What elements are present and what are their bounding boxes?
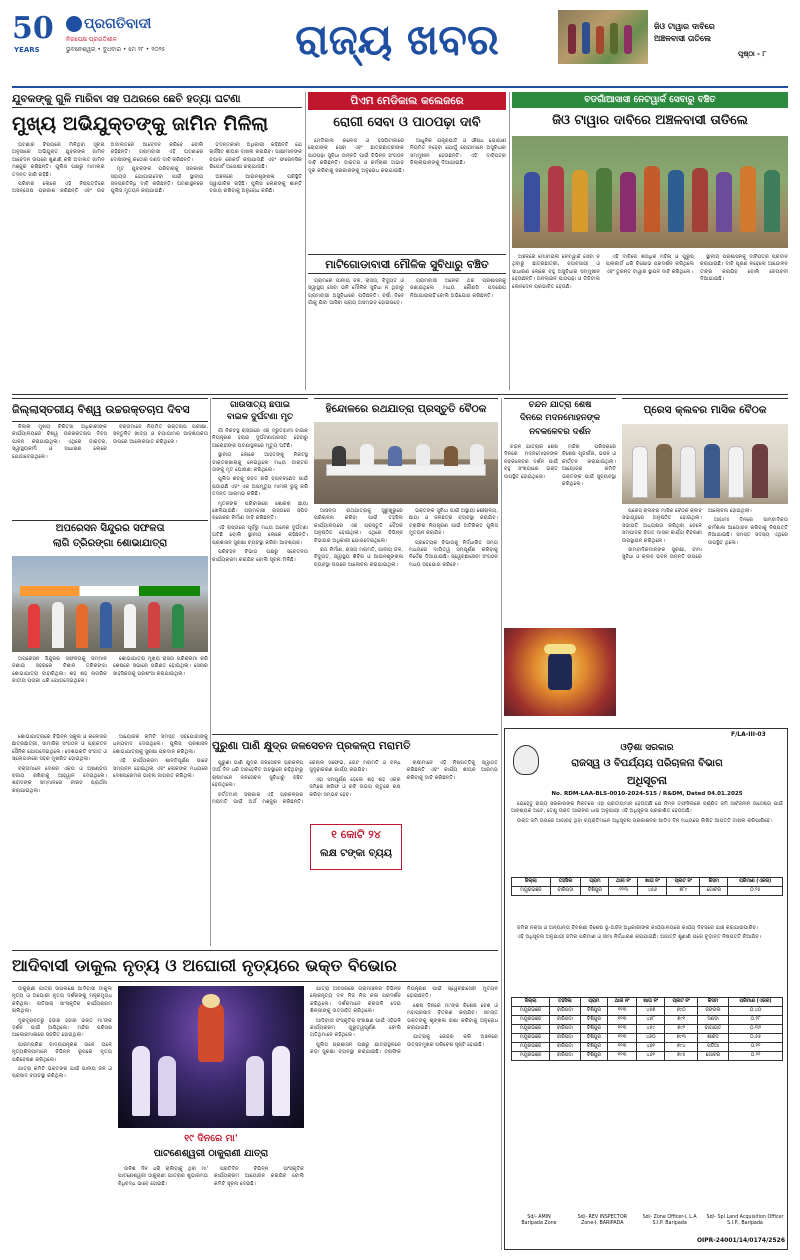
table-row: ମୟୂରଭଞ୍ଜ ବାରିପଦା ବିଶିପୁର ୧୨୩ ୪୫୮ ୭୯୧ ଦଣ୍ଡା ୦.୧୮ [512,1016,783,1025]
table-row: ମୟୂରଭଞ୍ଜ ବାରିପଦା ବିଶିପୁର ୧୨୩ ୪୫୯ ୭୯୨ ବାଗାୟତ ୦.୩୨ [512,1025,783,1034]
irrigation-callout-line-1: ୧ କୋଟି ୨୪ [331,828,381,841]
anniversary-number: 50 [12,11,54,46]
paper-logo-icon [66,16,82,32]
table-header: ଖାତା ନଂ [638,878,667,887]
dance-body-right: ଯାତ୍ରା ଅବସରରେ ଗ୍ରାମାଞ୍ଚଳର ବିଭିନ୍ନ ଲୋକନୃତ୍ୟ ଦଳ ନିଜ ନିଜ କଳା ପ୍ରଦର୍ଶନ କରିଥିଲେ। ଦର୍ଶକମାନେ କରତାଳି ଦେଇ ଶିଳ୍ପୀଙ୍କୁ ଉତ୍ସାହିତ କରିଥିଲେ। ଆଦିବାସୀ ସଂସ୍କୃତିର ସଂରକ୍ଷଣ ପାଇଁ ଏହିଭଳି କାର୍ଯ୍ୟକ୍ରମ ଗୁରୁତ୍ୱପୂର୍ଣ୍ଣ ବୋଲି ଅତିଥିମାନେ କହିଥିଲେ। ପୁଲିସ ପ୍ରଶାସନ ପକ୍ଷରୁ ଯାତ୍ରାସ୍ଥଳରେ କଡ଼ା ସୁରକ୍ଷା ବ୍ୟବସ୍ଥା କରାଯାଇଛି। ଟ୍ରାଫିକ ନିୟନ୍ତ୍ରଣ ପାଇଁ ସ୍ୱେଚ୍ଛାସେବୀ ମୁତୟନ ହୋଇଛନ୍ତି। ଶେଷ ଦିନରେ ମା'ଙ୍କ ବିଶେଷ ବେଶ ଓ ମହାପ୍ରସାଦ ବିତରଣ କରାଯିବ। ସମସ୍ତ ଭକ୍ତଙ୍କୁ ଶୃଙ୍ଖଳା ରକ୍ଷା କରିବାକୁ ଅନୁରୋଧ କରାଯାଇଛି। ଯାତ୍ରାକୁ କେନ୍ଦ୍ର କରି ଅଞ୍ଚଳରେ ଉତ୍ସବମୁଖର ପରିବେଶ ସୃଷ୍ଟି ହୋଇଛି। [310,986,498,1056]
hypertension-story [12,398,208,514]
notice-table-1 [511,877,783,931]
table-header: ଗ୍ରାମ [581,878,609,887]
dance-headline: ଆଦିବାସୀ ଡାକୁଲ ନୃତ୍ୟ ଓ ଅଘୋରୀ ନୃତ୍ୟରେ ଭକ୍ତ ବିଭୋର [12,950,498,982]
chandan-body: ଚନ୍ଦନ ଯାତ୍ରାର ଶେଷ ଦିନରେ ମଦନମୋହନଙ୍କ ନବକଳେବର ଦର୍ଶନ ପାଇଁ ବହୁ ସଂଖ୍ୟାରେ ଭକ୍ତ ଉପସ୍ଥିତ ହୋଇଥିଲେ। ମନ୍ଦିର ପରିସରରେ ବିଶେଷ ପୂଜାର୍ଚ୍ଚନା, ଭଜନ ଓ କୀର୍ତ୍ତନ କରାଯାଇଥିଲା। ଆୟୋଜକ କମିଟି ଭକ୍ତଙ୍କ ପାଇଁ ସୁବ୍ୟବସ୍ଥା କରିଥିଲେ। [504,444,616,488]
rathyatra-body: ଆସନ୍ତା ରଥଯାତ୍ରାକୁ ସୁରୁଖୁରୁରେ ପରିଚାଳନା କରିବା ପାଇଁ ତହସିଲ କାର୍ଯ୍ୟାଳୟରେ ଏକ ପ୍ରସ୍ତୁତି ବୈଠକ ଅନୁଷ୍ଠିତ ହୋଇଥିଲା। ଏଥିରେ ବିଭିନ୍ନ ବିଭାଗର ଅଧିକାରୀ ଯୋଗଦେଇଥିଲେ। ରଥ ନିର୍ମାଣ, ରାସ୍ତା ମରାମତି, ପାନୀୟ ଜଳ, ବିଦ୍ୟୁତ, ସ୍ୱାସ୍ଥ୍ୟ ଶିବିର ଓ ଆଇନଶୃଙ୍ଖଳା ବ୍ୟବସ୍ଥା ଉପରେ ଆଲୋଚନା କରାଯାଇଥିଲା। ଭକ୍ତଙ୍କ ସୁବିଧା ପାଇଁ ଅସ୍ଥାୟୀ ଶୌଚାଳୟ, ଛାୟା ଓ ଜଳଛତ୍ର ବ୍ୟବସ୍ଥା କରାଯିବ। ଟ୍ରାଫିକ ନିୟନ୍ତ୍ରଣ ପାଇଁ ଅତିରିକ୍ତ ପୁଲିସ ମୁତୟନ କରାଯିବ। ପ୍ରତ୍ୟେକ ବିଭାଗକୁ ନିର୍ଦ୍ଧାରିତ ସମୟ ମଧ୍ୟରେ ଦାୟିତ୍ୱ ସମ୍ପୂର୍ଣ୍ଣ କରିବାକୁ ନିର୍ଦ୍ଦେଶ ଦିଆଯାଇଛି। ସ୍ୱେଚ୍ଛାସେବୀ ସଂଗଠନ ମଧ୍ୟ ସହଯୋଗ କରିବେ। [314,508,498,568]
hypertension-headline: ଜିଲ୍ଲାସ୍ତରୀୟ ବିଶ୍ୱ ଉଚ୍ଚରକ୍ତଚାପ ଦିବସ [12,398,208,422]
column-rule [12,394,788,395]
irrigation-story [212,734,498,946]
dance-sub-headline: ପାଟଣେଶ୍ୱରୀ ଠାକୁରାଣୀ ଯାତ୍ରା [153,1148,269,1159]
accident-body: ଗାଁ ନିକଟସ୍ଥ ରାସ୍ତାରେ ଏକ ଦ୍ରୁତଗାମୀ ବାଇକ ନିୟନ୍ତ୍ରଣ ହରାଇ ଦୁର୍ଘଟଣାଗ୍ରସ୍ତ ହେବାରୁ ଆରୋହୀଙ୍କ ଘଟଣାସ୍ଥଳରେ ମୃତ୍ୟୁ ଘଟିଛି। ସ୍ଥାନୀୟ ଲୋକେ ଆହତଙ୍କୁ ନିକଟସ୍ଥ ଡାକ୍ତରଖାନାକୁ ନେଇଥିଲେ ମଧ୍ୟ ଡାକ୍ତର ତାଙ୍କୁ ମୃତ ଘୋଷଣା କରିଥିଲେ। ପୁଲିସ ଶବକୁ ଜବତ କରି ବ୍ୟବଚ୍ଛେଦ ପାଇଁ ପଠାଇଛି ଏବଂ ଏକ ଅପମୃତ୍ୟୁ ମାମଲା ରୁଜୁ କରି ତଦନ୍ତ ଆରମ୍ଭ କରିଛି। ମୃତକଙ୍କ ପରିବାରରେ ଶୋକର ଛାୟା ଖେଳିଯାଇଛି। ଗ୍ରାମବାସୀ ରାସ୍ତାରେ ସ୍ପିଡ ବ୍ରେକର ନିର୍ମାଣ ଦାବି କରିଛନ୍ତି। ଏହି ରାସ୍ତାରେ ପୂର୍ବରୁ ମଧ୍ୟ ଅନେକ ଦୁର୍ଘଟଣା ଘଟିଛି ବୋଲି ସ୍ଥାନୀୟ ଲୋକେ କହିଛନ୍ତି। ପ୍ରଶାସନ ସୁରକ୍ଷା ବ୍ୟବସ୍ଥା କରିବା ଆବଶ୍ୟକ। ପରିବହନ ବିଭାଗ ପକ୍ଷରୁ ସଚେତନତା କାର୍ଯ୍ୟକ୍ରମ କରାଯିବ ବୋଲି ସୂଚନା ମିଳିଛି। [212,428,308,563]
dance-sub-kicker: ୧୯ ଦିନରେ ମା' [184,1133,238,1144]
murder-kicker: ଯୁବକଙ୍କୁ ଗୁଳି ମାରିବା ସହ ପଥରରେ ଛେଚି ହତ୍ୟା ଘଟଣା [12,92,302,108]
medical-story [308,92,506,250]
table-header: ଜିଲ୍ଲା [512,878,551,887]
section-title: ରାଜ୍ୟ ଖବର [295,15,499,64]
table-header: ଖାତା ନଂ [636,998,665,1007]
column-rule [210,398,211,946]
teaser-line-2: ଅଞ୍ଚଳବାସୀ ତାତିଲେ [654,34,711,43]
murder-headline: ମୁଖ୍ୟ ଅଭିଯୁକ୍ତଙ୍କୁ ଜାମିନ ମିଳିଲା [12,113,269,135]
notice-mid-text: ଜମିର ନକ୍ସା ଓ ଅନ୍ୟାନ୍ୟ ବିବରଣୀ ବିଶେଷ ଭୂ-ଅର୍ଜନ ଅଧିକାରୀଙ୍କ କାର୍ଯ୍ୟାଳୟରେ କାର୍ଯ୍ୟ ଦିବସରେ ଯାଞ୍ଚ କରାଯାଇପାରିବ। ଏହି ଅଧିସୂଚନା ଅନୁଯାୟୀ ଜମିର ପରିମାଣ ଓ ସୀମା ନିର୍ଦ୍ଧାରଣ କରାଯାଇଛି। ଆପତ୍ତି ଶୁଣାଣି ପରେ ଚୂଡ଼ାନ୍ତ ନିଷ୍ପତ୍ତି ନିଆଯିବ। [517,925,762,941]
table-row: ମୟୂରଭଞ୍ଜ ବାରିପଦା ବିଶିପୁର ୧୨୩ ୪୬୦ ୭୯୩ ଶାରଦ ୦.୫୫ [512,1034,783,1043]
table-header: ଥାନା ନଂ [609,878,638,887]
chandan-deity-photo [504,628,616,716]
medical-headline: ରୋଗୀ ସେବା ଓ ପାଠପଢ଼ା ଦାବି [333,115,481,130]
jio-body: ଅଞ୍ଚଳରେ ମୋବାଇଲ ନେଟୱାର୍କ ସେବା ନ ଥିବାରୁ ଛାତ୍ରଛାତ୍ରୀ, ବ୍ୟବସାୟୀ ଓ ସାଧାରଣ ଲୋକେ ବହୁ ଅସୁବିଧାର ସମ୍ମୁଖୀନ ହେଉଛନ୍ତି। ଅନଲାଇନ ପାଠପଢ଼ା ଓ ଡିଜିଟାଲ ଲେନଦେନ ପ୍ରଭାବିତ ହେଉଛି। ଏହି ଦାବିରେ ଶତାଧିକ ମହିଳା ଓ ପୁରୁଷ ପ୍ଲାକାର୍ଡ ଧରି ବିକ୍ଷୋଭ ପ୍ରଦର୍ଶନ କରିଥିଲେ ଏବଂ ତୁରନ୍ତ ଟାୱାର ସ୍ଥାପନ ଦାବି କରିଥିଲେ। ସ୍ଥାନୀୟ ପ୍ରଶାସନକୁ ଦାବିପତ୍ର ପ୍ରଦାନ କରାଯାଇଛି। ଦାବି ପୂରଣ ନହେଲେ ଆନ୍ଦୋଳନ ତୀବ୍ର କରାଯିବ ବୋଲି ଚେତାବନୀ ଦିଆଯାଇଛି। [512,254,788,290]
column-rule [501,398,502,1250]
medical-body: ମେଡିକାଲ କଲେଜ ଓ ହସପିଟାଲରେ ରୋଗୀଙ୍କ ସେବା ଏବଂ ଛାତ୍ରଛାତ୍ରୀଙ୍କ ପାଠପଢ଼ା ସୁବିଧା ଉନ୍ନତି ପାଇଁ ବିଭିନ୍ନ ସଂଗଠନ ଦାବି କରିଛନ୍ତି। ଡାକ୍ତର ଓ କର୍ମଚାରୀ ଅଭାବ ଦୂର କରିବାକୁ ସରକାରଙ୍କୁ ଅନୁରୋଧ କରାଯାଇଛି। ଆଧୁନିକ ଯନ୍ତ୍ରପାତି ଓ ଔଷଧ ଯୋଗାଣ ନିୟମିତ ନହେବା ଯୋଗୁଁ ରୋଗୀମାନେ ଅସୁବିଧାର ସମ୍ମୁଖୀନ ହେଉଛନ୍ତି। ଏହି ଦାବିପତ୍ର ଜିଲ୍ଲାପାଳଙ୍କୁ ଦିଆଯାଇଛି। [308,138,506,174]
sindoor-rally-photo [12,556,208,652]
notice-table-2 [511,997,783,1217]
notice-reference: No. RDM-LAA-BLS-0010-2024-515 / R&DM, Dated 04.01.2025 [551,791,743,797]
press-club-body: ପ୍ରେସ କ୍ଲବର ମାସିକ ବୈଠକ କ୍ଲବ ସଭାଗୃହରେ ଅନୁଷ୍ଠିତ ହୋଇଥିଲା। ସଭାପତି ଅଧ୍ୟକ୍ଷତା କରିଥିବା ବେଳେ ସମ୍ପାଦକ ବିଗତ ମାସର କାର୍ଯ୍ୟ ବିବରଣୀ ଉପସ୍ଥାପନ କରିଥିଲେ। ସାମ୍ବାଦିକମାନଙ୍କ ସୁରକ୍ଷା, ବୀମା ସୁବିଧା ଓ କ୍ଲବ ଭବନ ଉନ୍ନତି ଉପରେ ଆଲୋଚନା ହୋଇଥିଲା। ଆଗାମୀ ଦିନରେ ସାମ୍ବାଦିକତା କର୍ମଶାଳା ଆୟୋଜନ କରିବାକୁ ନିଷ୍ପତ୍ତି ନିଆଯାଇଛି। ସମସ୍ତ ସଦସ୍ୟ ଏଥିରେ ଉପସ୍ଥିତ ଥିଲେ। [622,508,788,561]
dateline: ଭୁବନେଶ୍ୱର • ବୁଧବାର • ମେ ୨୮ • ୨୦୨୫ [66,46,166,53]
teaser-line-1: ଜିଓ ଟାୱାର ଦାବିରେ [654,22,715,31]
signature-rev-inspector: Sd/- REV INSPECTOR Zone-I, BARIPADA [577,1215,628,1226]
press-club-story [622,398,788,718]
table-header: ପରିମାଣ (ଏକର) [728,878,783,887]
notice-department: ରାଜସ୍ୱ ଓ ବିପର୍ଯ୍ୟୟ ପରିଚାଳନା ବିଭାଗ [571,758,723,769]
irrigation-headline: ପୁରୁଣା ପାଣି କ୍ଷୁଦ୍ର ଜଳସେଚନ ପ୍ରକଳ୍ପ ମରାମତି [212,734,498,757]
column-rule [305,92,306,390]
accident-headline-2: ବାଇକ ଦୁର୍ଘଟଣା ମୃତ [226,412,294,422]
village-story [308,254,788,390]
masthead [12,8,788,96]
chandan-story [504,398,616,718]
paper-logo [66,14,174,36]
sindoor-headline-2: ଲାଗି ତ୍ରିରଙ୍ଗା ଶୋଭାଯାତ୍ରା [52,538,168,549]
irrigation-callout-line-2: ଲକ୍ଷ ଟଙ୍କା ବ୍ୟୟ [320,848,392,859]
tagline: ନିରପେକ୍ଷ ପ୍ରଗତିଶୀଳ [66,36,117,43]
table-header: ଗ୍ରାମ [580,998,608,1007]
accident-story [212,398,308,730]
rathyatra-meeting-photo [314,422,498,504]
murder-body: ଘଟଣାର ବିଷୟରେ ମିଳିଥିବା ସୂଚନା ଅନୁସାରେ ଅଭିଯୁକ୍ତ ଯୁବକଙ୍କ ଜାମିନ ଆବେଦନ ଉପରେ ଶୁଣାଣି କରି ଅଦାଲତ ଜାମିନ ମଞ୍ଜୁର କରିଛନ୍ତି। ପୁଲିସ ପକ୍ଷରୁ ମାମଲାର ତଦନ୍ତ ଜାରି ରହିଛି। ପରିବାର ଲୋକେ ଏହି ନିଷ୍ପତ୍ତିରେ ଅସନ୍ତୋଷ ପ୍ରକାଶ କରିଛନ୍ତି ଏବଂ ଉଚ୍ଚ ଅଦାଲତରେ ଆବେଦନ କରିବେ ବୋଲି କହିଛନ୍ତି। ଗ୍ରାମବାସୀ ଏହି ଘଟଣାରେ ଦୋଷୀଙ୍କୁ କଠୋର ଦଣ୍ଡ ଦାବି କରିଛନ୍ତି। ମୃତ ଯୁବକଙ୍କ ପରିବାରକୁ ସରକାରୀ ସହାୟତା ଯୋଗାଇଦେବା ପାଇଁ ସ୍ଥାନୀୟ ଜନପ୍ରତିନିଧି ଦାବି କରିଛନ୍ତି। ଘଟଣାସ୍ଥଳରେ ପୁଲିସ ମୁତୟନ କରାଯାଇଛି। ତଦନ୍ତକାରୀ ଅଧିକାରୀ କହିଛନ୍ତି ଯେ ଚାର୍ଜସିଟ ଶୀଘ୍ର ଦାଖଲ କରାଯିବ। ସାକ୍ଷୀମାନଙ୍କ ବୟାନ ରେକର୍ଡ କରାଯାଉଛି ଏବଂ ଫରେନସିକ ରିପୋର୍ଟ ଅପେକ୍ଷା କରାଯାଉଛି। ଅଞ୍ଚଳରେ ଆଇନଶୃଙ୍ଖଳା ପରିସ୍ଥିତି ସ୍ୱାଭାବିକ ରହିଛି। ପୁଲିସ ଲୋକଙ୍କୁ ଶାନ୍ତି ବଜାୟ ରଖିବାକୁ ଅନୁରୋଧ କରିଛି। [12,142,302,195]
jio-protest-photo [512,136,788,248]
table-row: ମୟୂରଭଞ୍ଜ ବାରିପଦା ବିଶିପୁର ୧୨୩ ୪୬୧ ୭୯୪ ପଡିଆ ୦.୧୨ [512,1043,783,1052]
chandan-headline-1: ଚନ୍ଦନ ଯାତ୍ରା ଶେଷ [504,398,616,412]
sindoor-story [12,520,208,730]
table-header: ପ୍ଲଟ ନଂ [667,878,700,887]
sindoor-body: ଅପରେସନ ସିନ୍ଦୁରର ସଫଳତାକୁ ସମ୍ମାନ ଜଣାଇ ସହରରେ ବିଶାଳ ତ୍ରିରଙ୍ଗା ଶୋଭାଯାତ୍ରା ବାହାରିଥିଲା। ଶହ ଶହ ନାଗରିକ ଜାତୀୟ ପତାକା ଧରି ଯୋଗଦେଇଥିଲେ। ଶୋଭାଯାତ୍ରା ମୁଖ୍ୟ ରାସ୍ତା ପରିକ୍ରମା କରି ଶେଷରେ ସଭାରେ ପରିଣତ ହୋଇଥିଲା। ସେନାର ସାହସିକତାକୁ ପ୍ରଶଂସା କରାଯାଇଥିଲା। [12,656,208,685]
irrigation-body: ପୁରୁଣା ପାଣି କ୍ଷୁଦ୍ର ଜଳସେଚନ ପ୍ରକଳ୍ପ ଦୀର୍ଘ ଦିନ ଧରି ଅବହେଳିତ ଅବସ୍ଥାରେ ରହିଥିବାରୁ ଚାଷୀମାନେ ଜଳସେଚନ ସୁବିଧାରୁ ବଞ୍ଚିତ ହେଉଥିଲେ। ବର୍ତ୍ତମାନ ସରକାର ଏହି ପ୍ରକଳ୍ପର ମରାମତି ପାଇଁ ଅର୍ଥ ମଞ୍ଜୁର କରିଛନ୍ତି। କେନାଲ ସଫେଇ, ଗେଟ ମରାମତି ଓ ବନ୍ଧ ସୁଦୃଢ଼ୀକରଣ କାର୍ଯ୍ୟ କରାଯିବ। ଏହା ସମ୍ପୂର୍ଣ୍ଣ ହେଲେ ଶହ ଶହ ଏକର ଜମିରେ ଖରିଫ ଓ ରବି ଉଭୟ ଋତୁରେ ଚାଷ କରିବା ସମ୍ଭବ ହେବ। ଚାଷୀମାନେ ଏହି ନିଷ୍ପତ୍ତିକୁ ସ୍ୱାଗତ କରିଛନ୍ତି ଏବଂ କାର୍ଯ୍ୟ ଶୀଘ୍ର ଆରମ୍ଭ କରିବାକୁ ଦାବି କରିଛନ୍ତି। [212,760,498,806]
notice-preamble: ଯେହେତୁ ରାଜ୍ୟ ସରକାରଙ୍କ ନିକଟରେ ଏହା ପ୍ରତୀୟମାନ ହେଉଅଛି ଯେ ନିମ୍ନ ତଫସିଲରେ ବର୍ଣ୍ଣିତ ଜମି ସାର୍ବଜନୀନ ଉଦ୍ଦେଶ୍ୟ ପାଇଁ ଆବଶ୍ୟକ ଅଟେ, ତେଣୁ ଉକ୍ତ ଆଇନର ଧାରା ଅନୁଯାୟୀ ଏହି ଅଧିସୂଚନା ପ୍ରକାଶିତ ହେଉଅଛି। ଉକ୍ତ ଜମି ଉପରେ ଆଗ୍ରହ ଥିବା ବ୍ୟକ୍ତିମାନେ ଅଧିସୂଚନା ପ୍ରକାଶନର ଷାଠିଏ ଦିନ ମଧ୍ୟରେ ଲିଖିତ ଆପତ୍ତି ଦାଖଲ କରିପାରିବେ। [511,801,783,824]
table-header: ତହସିଲ [550,878,581,887]
notice-code: F/LA-III-03 [731,731,766,738]
table-header: କିସମ [697,998,728,1007]
chandan-headline-2: ଦିନରେ ମଦନମୋହନଙ୍କ [519,413,601,423]
rathyatra-headline: ହିନ୍ଦୋଳରେ ରଥଯାତ୍ରା ପ୍ରସ୍ତୁତି ବୈଠକ [314,398,498,419]
sindoor-headline-1: ଅପରେସନ ସିନ୍ଦୁରର ସଫଳତା [12,520,208,536]
jio-story [512,92,788,250]
table-row: ମୟୂରଭଞ୍ଜ ବାରିପଦା ବିଶିପୁର ୧୨୩ ୪୬୨ ୭୯୫ ଗୋଚର ୦.୨୨ [512,1052,783,1061]
village-body: ଗ୍ରାମରେ ପାନୀୟ ଜଳ, ରାସ୍ତା, ବିଦ୍ୟୁତ ଓ ସ୍ୱାସ୍ଥ୍ୟ ସେବା ଭଳି ମୌଳିକ ସୁବିଧା ନ ଥିବାରୁ ଗ୍ରାମବାସୀ ଅସୁବିଧାରେ ପଡ଼ିଛନ୍ତି। ବର୍ଷା ଦିନେ ଗାଁକୁ ଯିବା ଆସିବା ପ୍ରାୟ ଅସମ୍ଭବ ହୋଇପଡ଼େ। ଗ୍ରାମବାସୀ ଅନେକ ଥର ପ୍ରଶାସନକୁ ଜଣାଇଥିଲେ ମଧ୍ୟ କୌଣସି ପଦକ୍ଷେପ ନିଆଯାଇନାହିଁ ବୋଲି ଅଭିଯୋଗ କରିଛନ୍ତି। [308,278,506,307]
anniversary-logo [12,12,64,62]
table-header: ପ୍ଲଟ ନଂ [665,998,697,1007]
hypertension-body: ଜିଲ୍ଲା ମୁଖ୍ୟ ଚିକିତ୍ସା ଅଧିକାରୀଙ୍କ କାର୍ଯ୍ୟାଳୟରେ ବିଶ୍ୱ ଉଚ୍ଚରକ୍ତଚାପ ଦିବସ ପାଳନ କରାଯାଇଥିଲା। ଏଥିରେ ଡାକ୍ତର, ସ୍ୱାସ୍ଥ୍ୟକର୍ମୀ ଓ ସାଧାରଣ ଲୋକେ ଯୋଗଦେଇଥିଲେ। ବକ୍ତାମାନେ ନିୟମିତ ରକ୍ତଚାପ ପରୀକ୍ଷା, ସନ୍ତୁଳିତ ଖାଦ୍ୟ ଓ ବ୍ୟାୟାମର ଆବଶ୍ୟକତା ଉପରେ ଆଲୋକପାତ କରିଥିଲେ। [12,424,208,460]
press-club-headline: ପ୍ରେସ କ୍ଲବର ମାସିକ ବୈଠକ [622,398,788,421]
column-rule [509,92,510,390]
dance-body-left: ଠାକୁରାଣୀ ଯାତ୍ରା ଉପଲକ୍ଷେ ଆଦିବାସୀ ଡାକୁଲ ନୃତ୍ୟ ଓ ଅଘୋରୀ ନୃତ୍ୟ ଦର୍ଶକଙ୍କୁ ମନ୍ତ୍ରମୁଗ୍ଧ କରିଥିଲା। ରାତିସାରା ସାଂସ୍କୃତିକ କାର୍ଯ୍ୟକ୍ରମ ଚାଲିଥିଲା। ଦୂରଦୂରାନ୍ତରୁ ହଜାର ହଜାର ଭକ୍ତ ମା'ଙ୍କ ଦର୍ଶନ ପାଇଁ ଆସିଥିଲେ। ମନ୍ଦିର ପରିସର ଆଲୋକମାଳାରେ ସଜ୍ଜିତ ହୋଇଥିଲା। ପାରମ୍ପରିକ ବାଦ୍ୟଯନ୍ତ୍ରର ତାଳେ ତାଳେ ନୃତ୍ୟଶିଳ୍ପୀମାନେ ବିଭିନ୍ନ ରୂପରେ ନୃତ୍ୟ ପରିବେଷଣ କରିଥିଲେ। ଯାତ୍ରା କମିଟି ଭକ୍ତଙ୍କ ପାଇଁ ପାନୀୟ ଜଳ ଓ ପ୍ରସାଦ ବ୍ୟବସ୍ଥା କରିଥିଲା। [12,986,112,1080]
notice-govt: ଓଡ଼ିଶା ସରକାର [620,743,674,753]
table-header: ପରିମାଣ (ଏକର) [729,998,783,1007]
masthead-rule [12,86,788,88]
signature-amin: Sd/- AMIN Baripada Zone [521,1215,557,1226]
notice-footer-code: OIPR-24001/14/0174/2526 [696,1237,785,1244]
table-row: ମୟୂରଭଞ୍ଜ ବାରିପଦା ବିଶିପୁର ୧୨୩ ୪୫୭ ୭୯୦ ଜଙ୍ଗଲ ୦.୪୦ [512,1007,783,1016]
notice-title: ଅଧିସୂଚନା [627,774,667,787]
dance-story [12,950,498,1250]
accident-headline-1: ଗାଉସାତ୍ୟ ଛପାଇ [212,398,308,411]
rathyatra-story [314,398,498,718]
press-club-photo [622,424,788,504]
government-notice [504,728,788,1250]
signature-zone-officer: Sd/- Zone Officer-I, L.A S.I.P. Baripada [642,1215,697,1226]
jio-kicker: ବଡଗାଁଆସାସୀ ନେଟୱାର୍କ ସେବାରୁ ବଞ୍ଚିତ [512,92,788,108]
chandan-headline-3: ନବକଳେବର ଦର୍ଶନ [529,427,591,437]
anniversary-years: YEARS [14,46,40,54]
table-row: ମୟୂରଭଞ୍ଜ ବାରିପଦା ବିଶିପୁର ୧୨୩ ୪୫୬ ୭୮୯ ଗୋଚର ୦.୨୫ [512,887,783,896]
sindoor-body-continued: ଶୋଭାଯାତ୍ରାରେ ବିଭିନ୍ନ ସ୍କୁଲ ଓ କଲେଜର ଛାତ୍ରଛାତ୍ରୀ, ସାମାଜିକ ସଂଗଠନ ଓ ପ୍ରାକ୍ତନ ସୈନିକ ଯୋଗଦେଇଥିଲେ। ଦେଶଭକ୍ତି ସଂଗୀତ ଓ ସ୍ଲୋଗାନରେ ସହର ମୁଖରିତ ହୋଇଥିଲା। ବକ୍ତାମାନେ ଦେଶର ଏକତା ଓ ଅଖଣ୍ଡତା ବଜାୟ ରଖିବାକୁ ଆହ୍ୱାନ ଦେଇଥିଲେ। ଶହୀଦଙ୍କ ସମ୍ମାନରେ ନୀରବ ପ୍ରାର୍ଥନା କରାଯାଇଥିଲା। ଆୟୋଜକ କମିଟି ସମସ୍ତ ସହଯୋଗୀଙ୍କୁ ଧନ୍ୟବାଦ ଦେଇଥିଲେ। ପୁଲିସ ପ୍ରଶାସନ ଶୋଭାଯାତ୍ରାକୁ ସୁରକ୍ଷା ପ୍ରଦାନ କରିଥିଲା। ଏହି କାର୍ଯ୍ୟକ୍ରମ ଶାନ୍ତିପୂର୍ଣ୍ଣ ଭାବେ ସମ୍ପନ୍ନ ହୋଇଥିଲା ଏବଂ ଲୋକଙ୍କ ମଧ୍ୟରେ ଦେଶପ୍ରେମର ଭାବନା ଜାଗ୍ରତ କରିଥିଲା। [12,734,208,794]
paper-name: ପ୍ରଗତିବାଦୀ [84,16,152,32]
table-header: କିସମ [700,878,728,887]
dance-body-center: ଉନିଶ ଦିନ ଧରି ଚାଲିବାକୁ ଥିବା ମା' ପାଟଣେଶ୍ୱରୀ ଠାକୁରାଣୀ ଯାତ୍ରାର ଶୁଭାରମ୍ଭ ବିଧିବଦ୍ଧ ଭାବେ ହୋଇଛି। ପ୍ରତିଦିନ ବିଭିନ୍ନ ସାଂସ୍କୃତିକ କାର୍ଯ୍ୟକ୍ରମ ଆୟୋଜନ କରାଯିବ ବୋଲି କମିଟି ସୂଚନା ଦେଇଛି। [118,1166,304,1187]
table-header: ଥାନା ନଂ [608,998,637,1007]
page-number: ପୃଷ୍ଠା - ୮ [738,50,767,58]
dance-performance-photo [118,986,304,1128]
murder-story [12,92,302,390]
irrigation-callout [310,824,402,870]
teaser-photo [558,10,648,64]
table-header: ଜିଲ୍ଲା [512,998,550,1007]
table-header: ତହସିଲ [550,998,580,1007]
village-headline: ମାଟିଗୋଡାବାସୀ ମୌଳିକ ସୁବିଧାରୁ ବଞ୍ଚିତ [308,254,506,274]
signature-land-officer: Sd/- Spl Land Acquisition Officer S.I.P., Baripada [706,1215,784,1226]
jio-headline: ଜିଓ ଟାୱାର ଦାବିରେ ଅଞ୍ଚଳବାସୀ ତାତିଲେ [552,113,748,128]
medical-kicker: ପିଏମ ମେଡିକାଲ କଲେଜରେ [308,92,506,110]
notice-signatures [509,1215,785,1237]
